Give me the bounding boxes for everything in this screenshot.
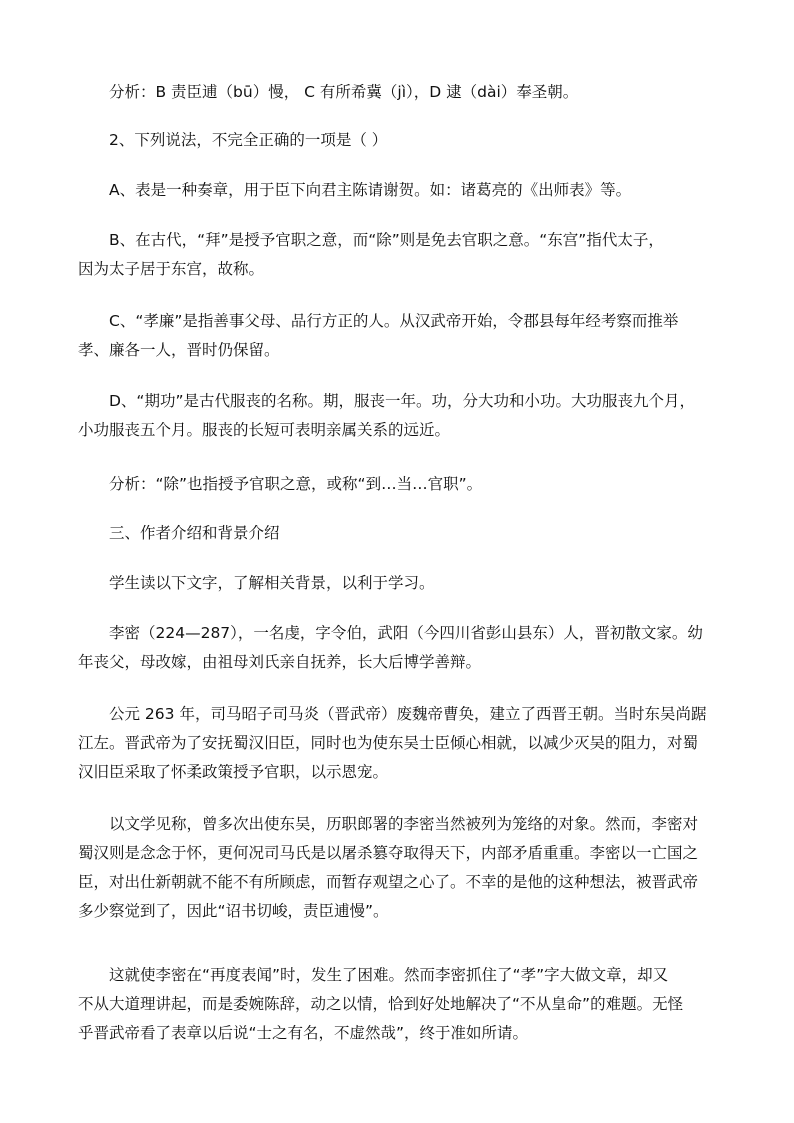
text-line: C、“孝廉”是指善事父母、品行方正的人。从汉武帝开始，令郡县每年经考察而推举 <box>109 312 679 330</box>
text-line: 三、作者介绍和背景介绍 <box>109 524 280 542</box>
question-2-paragraph <box>109 126 703 155</box>
text-line: 分析：B 责臣逋（bū）慢， C 有所希冀（jì），D 逮（dài）奉圣朝。 <box>109 83 579 101</box>
author-intro-paragraph <box>78 619 703 677</box>
text-line: 学生读以下文字，了解相关背景，以利于学习。 <box>109 574 435 592</box>
text-line: 2、下列说法，不完全正确的一项是（ ） <box>109 131 388 149</box>
text-line: 江左。晋武帝为了安抚蜀汉旧臣，同时也为使东吴士臣倾心相就，以减少灭吴的阻力，对蜀 <box>78 734 699 752</box>
analysis-paragraph-2 <box>109 470 703 499</box>
text-line: D、“期功”是古代服丧的名称。期，服丧一年。功，分大功和小功。大功服丧九个月， <box>109 392 695 410</box>
background-paragraph-3 <box>78 961 703 1048</box>
text-line: 臣，对出仕新朝就不能不有所顾虑，而暂存观望之心了。不幸的是他的这种想法，被晋武帝 <box>78 873 699 891</box>
background-paragraph-2 <box>78 810 703 926</box>
text-line: 李密（224—287），一名虔，字令伯，武阳（今四川省彭山县东）人，晋初散文家。幼 <box>109 624 703 642</box>
text-line: 小功服丧五个月。服丧的长短可表明亲属关系的远近。 <box>78 421 451 439</box>
text-line: 孝、廉各一人，晋时仍保留。 <box>78 341 280 359</box>
text-line: 年丧父，母改嫁，由祖母刘氏亲自抚养，长大后博学善辩。 <box>78 653 482 671</box>
text-line: 公元 263 年，司马昭子司马炎（晋武帝）废魏帝曹奂，建立了西晋王朝。当时东吴尚踞 <box>109 705 707 723</box>
text-line: 乎晋武帝看了表章以后说“士之有名，不虚然哉”，终于准如所请。 <box>78 1024 529 1042</box>
text-line: B、在古代，“拜”是授予官职之意，而“除”则是免去官职之意。“东宫”指代太子， <box>109 231 664 249</box>
text-line: 这就使李密在“再度表闻”时，发生了困难。然而李密抓住了“孝”字大做文章，却又 <box>109 966 669 984</box>
analysis-paragraph-1 <box>109 78 703 107</box>
text-line: 蜀汉则是念念于怀，更何况司马氏是以屠杀篡夺取得天下，内部矛盾重重。李密以一亡国之 <box>78 844 699 862</box>
text-line: 汉旧臣采取了怀柔政策授予官职，以示恩宠。 <box>78 763 389 781</box>
option-b-paragraph <box>78 226 703 284</box>
text-line: 多少察觉到了，因此“诏书切峻，责臣逋慢”。 <box>78 902 389 920</box>
background-paragraph-1 <box>78 700 707 787</box>
option-c-paragraph <box>78 307 703 365</box>
instruction-paragraph <box>109 569 703 598</box>
section-heading <box>109 519 703 548</box>
text-line: 以文学见称，曾多次出使东吴，历职郎署的李密当然被列为笼络的对象。然而，李密对 <box>109 815 699 833</box>
option-d-paragraph <box>78 387 703 445</box>
text-line: 分析：“除”也指授予官职之意，或称“到…当…官职”。 <box>109 475 483 493</box>
text-line: 不从大道理讲起，而是委婉陈辞，动之以情，恰到好处地解决了“不从皇命”的难题。无怪 <box>78 995 684 1013</box>
text-line: A、表是一种奏章，用于臣下向君主陈请谢贺。如：诸葛亮的《出师表》等。 <box>109 181 632 199</box>
option-a-paragraph <box>109 176 703 205</box>
text-line: 因为太子居于东宫，故称。 <box>78 260 265 278</box>
